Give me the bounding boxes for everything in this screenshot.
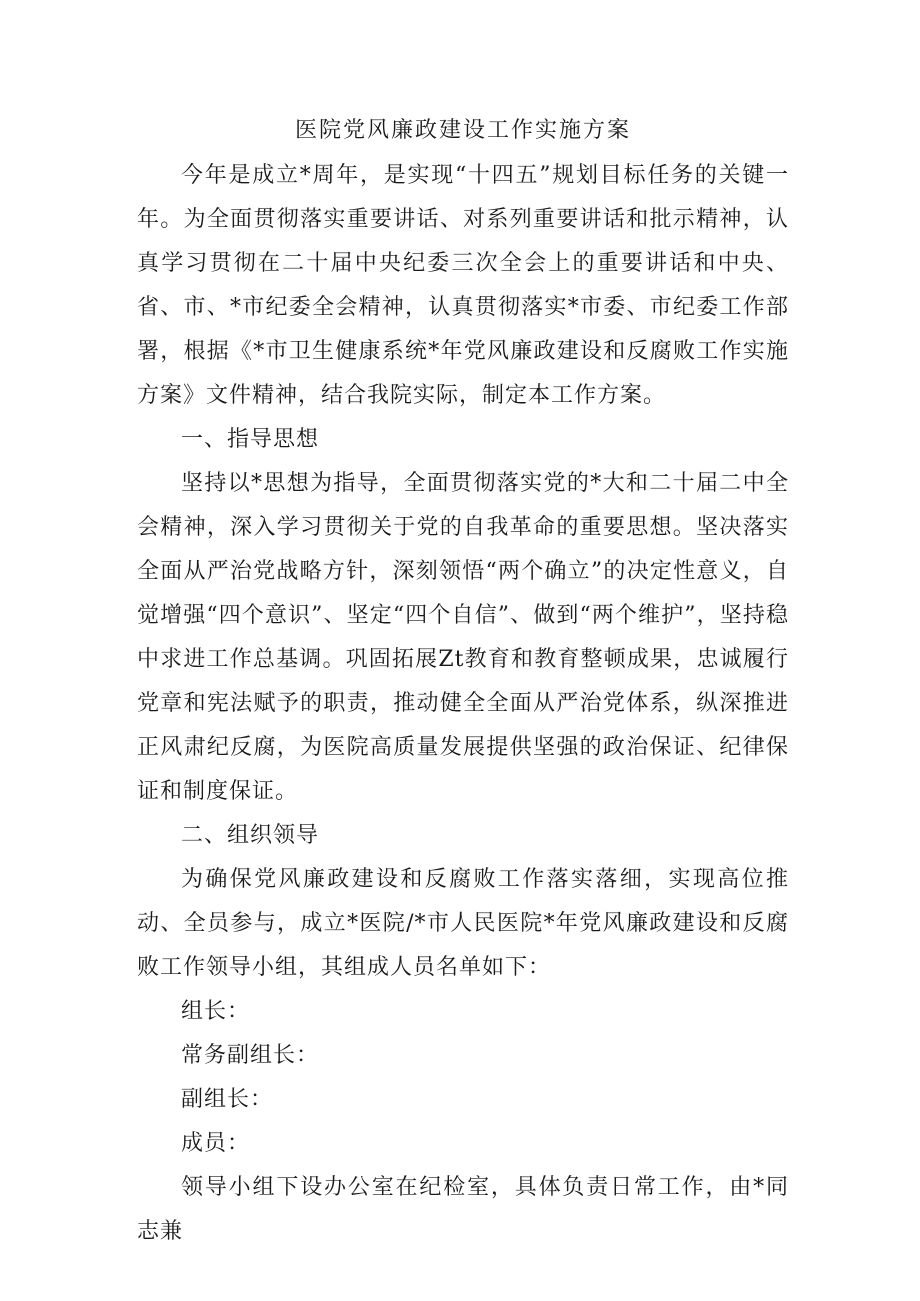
section-heading-guiding-ideology: 一、指导思想 [181,427,320,452]
intro-paragraph: 今年是成立*周年，是实现“十四五”规划目标任务的关键一年。为全面贯彻落实重要讲话、对系列重要讲话和批示精神，认真学习贯彻在二十届中央纪委三次全会上的重要讲话和中央、省、市、*市纪委全会精神，认真贯彻落实*市委、市纪委工作部署，根据《*市卫生健康系统*年党风廉政建设和反腐败工作实施方案》文件精神，结合我院实际，制定本工作方案。 [137,163,789,408]
organization-paragraph: 为确保党风廉政建设和反腐败工作落实落细，实现高位推动、全员参与，成立*医院/*市人民医院*年党风廉政建设和反腐败工作领导小组，其组成人员名单如下： [137,867,789,980]
member-deputy: 副组长： [181,1087,274,1112]
member-members: 成员： [181,1131,251,1156]
document-title: 医院党风廉政建设工作实施方案 [294,118,631,143]
section-heading-organization: 二、组织领导 [181,823,320,848]
document-page [137,108,789,1254]
member-leader: 组长： [181,999,251,1024]
office-paragraph: 领导小组下设办公室在纪检室，具体负责日常工作，由*同志兼 [137,1175,789,1244]
member-executive-deputy: 常务副组长： [181,1043,320,1068]
guiding-ideology-paragraph: 坚持以*思想为指导，全面贯彻落实党的*大和二十届二中全会精神，深入学习贯彻关于党的自我革命的重要思想。坚决落实全面从严治党战略方针，深刻领悟“两个确立”的决定性意义，自觉增强“四个意识”、坚定“四个自信”、做到“两个维护”，坚持稳中求进工作总基调。巩固拓展Zt教育和教育整顿成果，忠诚履行党章和宪法赋予的职责，推动健全全面从严治党体系，纵深推进正风肃纪反腐，为医院高质量发展提供坚强的政治保证、纪律保证和制度保证。 [137,471,789,804]
